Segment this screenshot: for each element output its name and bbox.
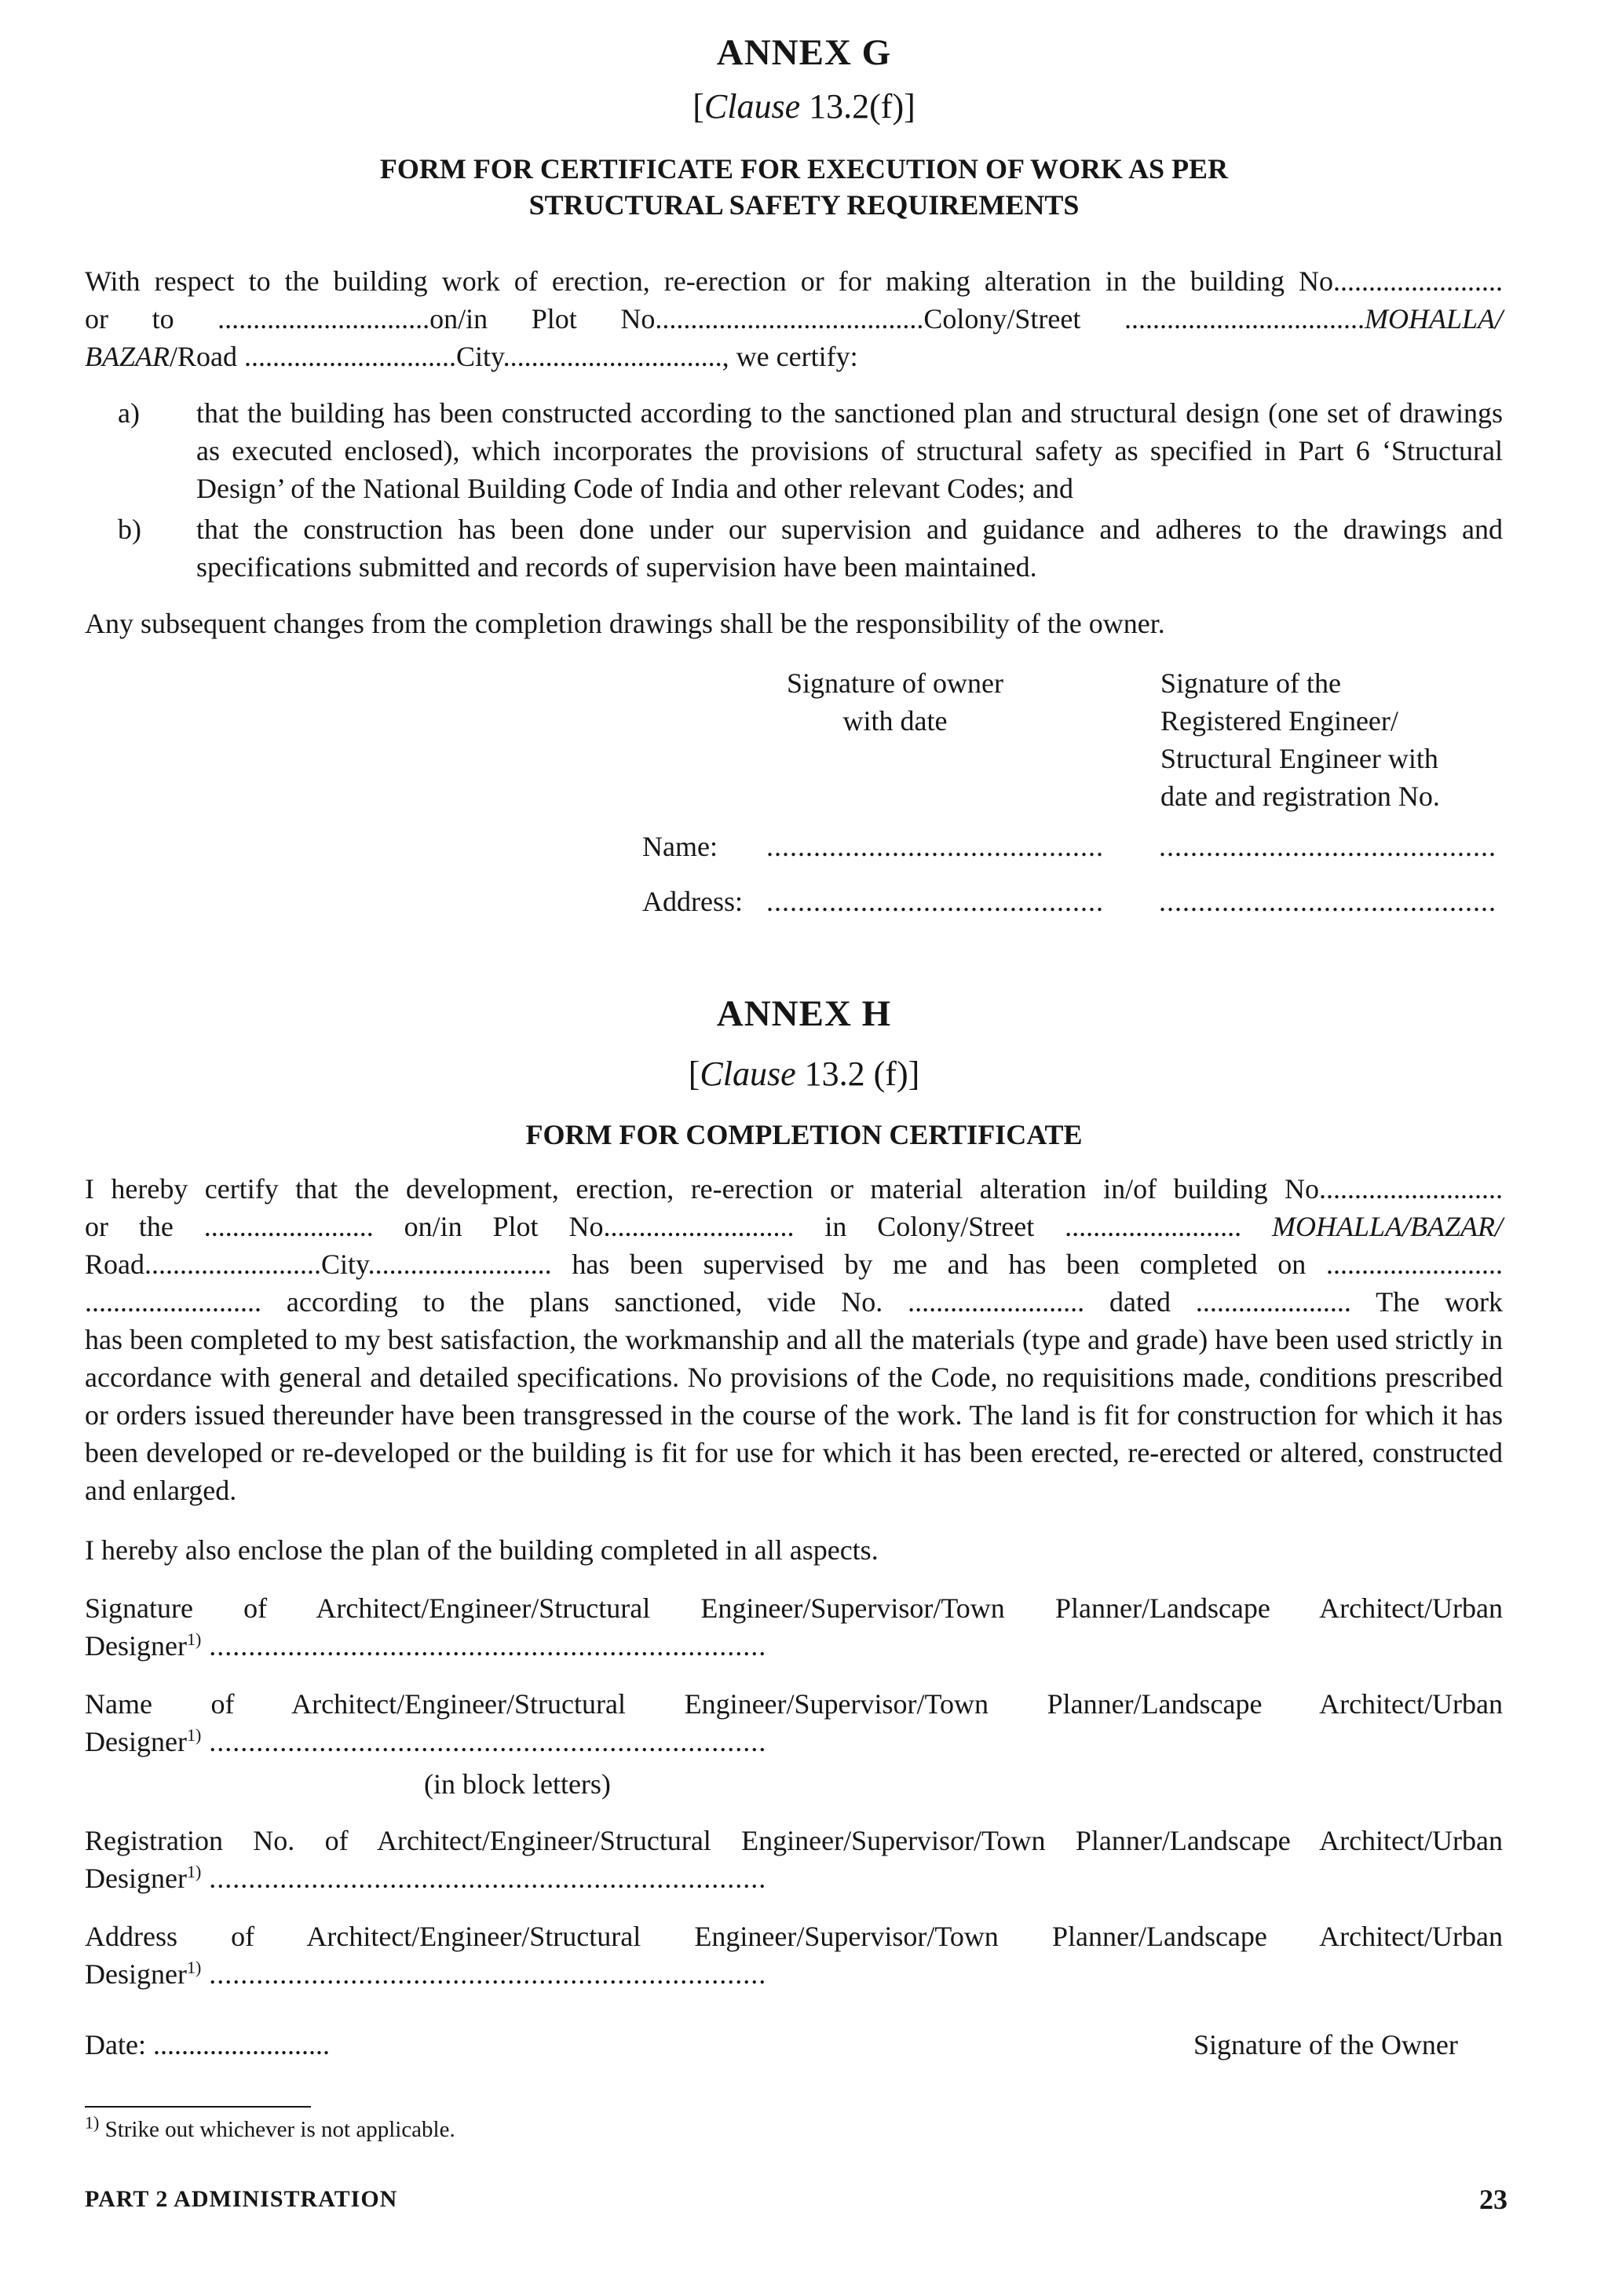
- engineer-signature-caption-1: Signature of the: [1160, 667, 1341, 699]
- footnote-ref: 1): [186, 1629, 202, 1649]
- footnote: [85, 2112, 455, 2144]
- list-marker-b: b): [118, 514, 141, 545]
- annex-h-certification: [85, 1170, 1503, 1509]
- annex-g-intro-bazar: BAZAR: [85, 341, 170, 372]
- annex-h-registration-line: [85, 1822, 1503, 1897]
- annex-h-cert-line-4: ......................... according to the plans sanctioned, vide No. ......................... dated ...................... The work: [85, 1286, 1503, 1318]
- annex-h-address-line-1: Address of Architect/Engineer/Structural Engineer/Supervisor/Town Planner/Landscape Architect/Urban: [85, 1921, 1503, 1952]
- annex-g-item-b-text: that the construction has been done under our supervision and guidance and adheres to the drawings and specifications submitted and records of supervision have been maintained.: [196, 514, 1503, 583]
- footer-part-title: PART 2 ADMINISTRATION: [85, 2186, 398, 2212]
- engineer-signature-caption-3: Structural Engineer with: [1160, 743, 1438, 774]
- designer-word: Designer: [85, 1958, 187, 1990]
- registration-field[interactable]: .......................................................................: [201, 1863, 767, 1894]
- annex-g-item-b: [118, 510, 1503, 586]
- annex-g-clause: [Clause 13.2(f)]: [693, 87, 915, 126]
- annex-g-item-a-text: that the building has been constructed according to the sanctioned plan and structural design (one set of drawings as executed enclosed), which incorporates the provisions of structural safety as specified in Part 6 ‘Structural Design’ of the National Building Code of India and other relevant Codes; and: [196, 397, 1503, 504]
- annex-g-intro: [85, 262, 1503, 375]
- footnote-ref: 1): [186, 1862, 202, 1881]
- annex-g-clause-ref: 13.2(f)]: [800, 87, 915, 126]
- footnote-divider: [85, 2106, 311, 2108]
- annex-g-intro-line-2: [85, 300, 1503, 338]
- designer-word: Designer: [85, 1726, 187, 1757]
- annex-h-clause-ref: 13.2 (f)]: [795, 1055, 920, 1093]
- engineer-signature-caption-4: date and registration No.: [1160, 781, 1440, 812]
- engineer-signature-caption: [1160, 664, 1506, 815]
- annex-g-intro-line-2a: or to ..............................on/in Plot No......................................Colony/Street ..................................: [85, 303, 1365, 335]
- annex-g-intro-line-3b: /Road ..............................City..............................., we certify:: [169, 341, 858, 372]
- annex-g-form-title: [0, 151, 1608, 223]
- annex-g-intro-mohalla: MOHALLA/: [1364, 303, 1503, 335]
- owner-signature-caption-2: with date: [842, 705, 948, 737]
- signature-field[interactable]: .......................................................................: [201, 1630, 767, 1662]
- annex-g-title: ANNEX G: [716, 32, 892, 73]
- annex-h-form-title: FORM FOR COMPLETION CERTIFICATE: [525, 1119, 1083, 1150]
- footnote-text: Strike out whichever is not applicable.: [99, 2117, 455, 2142]
- annex-h-signature-line-1: Signature of Architect/Engineer/Structural Engineer/Supervisor/Town Planner/Landscape Architect/Urban: [85, 1592, 1503, 1624]
- owner-signature-label: Signature of the Owner: [1193, 2029, 1458, 2060]
- annex-h-address-line: [85, 1918, 1503, 1993]
- owner-name-field[interactable]: ...........................................: [766, 831, 1104, 862]
- annex-h-cert-line-3: Road.........................City.......................... has been supervised by me and has been completed on .........................: [85, 1249, 1503, 1280]
- name-field[interactable]: .......................................................................: [201, 1726, 767, 1757]
- annex-h-clause-word: Clause: [700, 1055, 796, 1093]
- annex-h-name-line-1: Name of Architect/Engineer/Structural Engineer/Supervisor/Town Planner/Landscape Architect/Urban: [85, 1688, 1503, 1720]
- annex-g-form-title-line-2: STRUCTURAL SAFETY REQUIREMENTS: [528, 189, 1080, 221]
- annex-h-signature-line: [85, 1589, 1503, 1665]
- engineer-address-field[interactable]: ...........................................: [1159, 886, 1497, 917]
- annex-g-intro-line-1: With respect to the building work of erection, re-erection or for making alteration in the building No........................: [85, 265, 1503, 297]
- annex-h-cert-line-1: I hereby certify that the development, erection, re-erection or material alteration in/of building No..........................: [85, 1173, 1503, 1205]
- footnote-ref: 1): [186, 1958, 202, 1977]
- annex-h-title: ANNEX H: [716, 993, 892, 1034]
- date-field[interactable]: Date: .........................: [85, 2029, 330, 2060]
- address-label: Address:: [642, 886, 743, 917]
- address-field[interactable]: .......................................................................: [201, 1958, 767, 1990]
- name-label: Name:: [642, 831, 718, 862]
- annex-h-enclose-note: I hereby also enclose the plan of the building completed in all aspects.: [85, 1534, 879, 1566]
- designer-word: Designer: [85, 1863, 187, 1894]
- annex-g-item-a: [118, 394, 1503, 507]
- owner-signature-caption-1: Signature of owner: [787, 667, 1003, 699]
- annex-h-name-line: [85, 1685, 1503, 1760]
- engineer-name-field[interactable]: ...........................................: [1159, 831, 1497, 862]
- annex-h-registration-line-1: Registration No. of Architect/Engineer/Structural Engineer/Supervisor/Town Planner/Landscape Architect/Urban: [85, 1825, 1503, 1856]
- annex-g-form-title-line-1: FORM FOR CERTIFICATE FOR EXECUTION OF WORK AS PER: [379, 153, 1229, 185]
- annex-h-cert-rest: has been completed to my best satisfaction, the workmanship and all the materials (type and grade) have been used strictly in accordance with general and detailed specifications. No provisions of the Code, no requisitions made, conditions prescribed or orders issued thereunder have been transgressed in the course of the work. The land is fit for construction for which it has been developed or re-developed or the building is fit for use for which it has been erected, re-erected or altered, constructed and enlarged.: [85, 1324, 1503, 1506]
- owner-address-field[interactable]: ...........................................: [766, 886, 1104, 917]
- annex-g-clause-word: Clause: [704, 87, 801, 126]
- annex-h-clause: [Clause 13.2 (f)]: [688, 1055, 920, 1093]
- annex-h-cert-mohalla: MOHALLA/BAZAR/: [1272, 1211, 1503, 1242]
- annex-g-intro-line-3: [85, 338, 1503, 375]
- list-marker-a: a): [118, 397, 140, 429]
- footnote-mark: 1): [85, 2112, 100, 2133]
- engineer-signature-caption-2: Registered Engineer/: [1160, 705, 1398, 737]
- owner-signature-caption: [762, 664, 1029, 740]
- page-number: 23: [1479, 2184, 1508, 2215]
- block-letters-note: (in block letters): [424, 1768, 611, 1800]
- designer-word: Designer: [85, 1630, 187, 1662]
- annex-h-cert-line-2a: or the ........................ on/in Plot No........................... in Colony/Street .........................: [85, 1211, 1272, 1242]
- annex-g-changes-note: Any subsequent changes from the completion drawings shall be the responsibility of the owner.: [85, 608, 1165, 639]
- annex-h-cert-line-2: [85, 1208, 1503, 1245]
- footnote-ref: 1): [186, 1725, 202, 1745]
